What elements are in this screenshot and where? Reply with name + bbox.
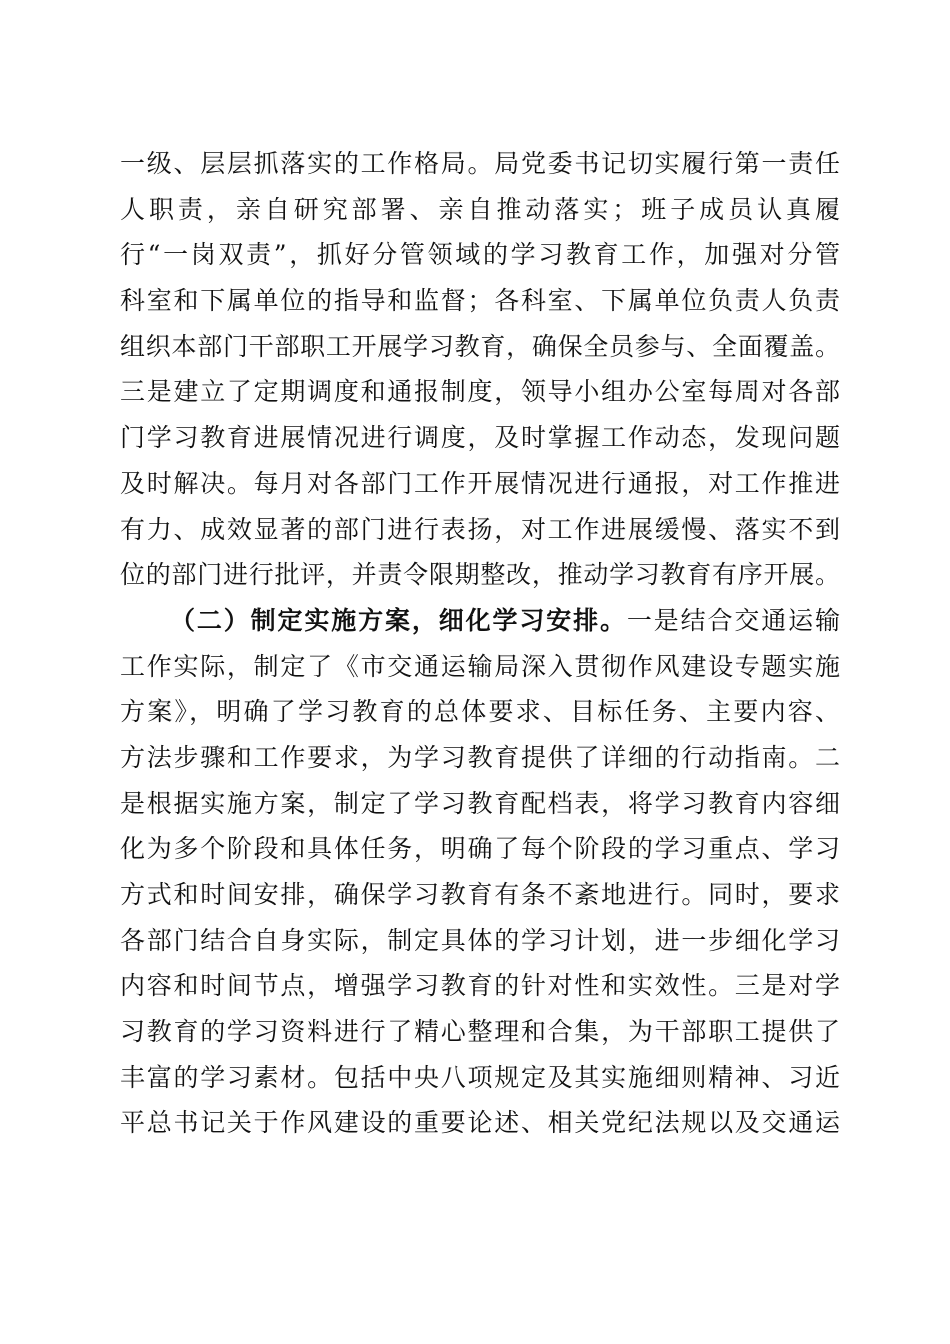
- text-line: 方案》，明确了学习教育的总体要求、目标任务、主要内容、: [120, 697, 840, 727]
- text-line: 科室和下属单位的指导和监督；各科室、下属单位负责人负责: [120, 286, 840, 316]
- text-span: 一是结合交通运输: [626, 605, 840, 635]
- text-line: 各部门结合自身实际，制定具体的学习计划，进一步细化学习: [120, 925, 840, 955]
- text-line: 工作实际，制定了《市交通运输局深入贯彻作风建设专题实施: [120, 651, 840, 681]
- text-line: 内容和时间节点，增强学习教育的针对性和实效性。三是对学: [120, 971, 840, 1001]
- document-body: [120, 141, 840, 1146]
- text-line: 三是建立了定期调度和通报制度，领导小组办公室每周对各部: [120, 377, 840, 407]
- text-line: 位的部门进行批评，并责令限期整改，推动学习教育有序开展。: [120, 560, 840, 590]
- text-line: 是根据实施方案，制定了学习教育配档表，将学习教育内容细: [120, 788, 840, 818]
- text-line: 丰富的学习素材。包括中央八项规定及其实施细则精神、习近: [120, 1062, 840, 1092]
- text-line: 门学习教育进展情况进行调度，及时掌握工作动态，发现问题: [120, 423, 840, 453]
- text-line: 组织本部门干部职工开展学习教育，确保全员参与、全面覆盖。: [120, 331, 840, 361]
- text-line: 有力、成效显著的部门进行表扬，对工作进展缓慢、落实不到: [120, 514, 840, 544]
- text-line: 习教育的学习资料进行了精心整理和合集，为干部职工提供了: [120, 1017, 840, 1047]
- text-line: 方式和时间安排，确保学习教育有条不紊地进行。同时，要求: [120, 880, 840, 909]
- text-line: 方法步骤和工作要求，为学习教育提供了详细的行动指南。二: [120, 742, 840, 772]
- text-line: 一级、层层抓落实的工作格局。局党委书记切实履行第一责任: [120, 149, 840, 178]
- section-heading: （二）制定实施方案，细化学习安排。: [170, 605, 627, 635]
- paragraph-2: [120, 598, 840, 1146]
- text-line: 人职责，亲自研究部署、亲自推动落实；班子成员认真履: [120, 194, 840, 224]
- text-line: 行“一岗双责”，抓好分管领域的学习教育工作，加强对分管: [120, 240, 840, 270]
- text-line: 平总书记关于作风建设的重要论述、相关党纪法规以及交通运: [120, 1108, 840, 1138]
- paragraph-1: [120, 141, 840, 598]
- paragraph-2-first-line: [120, 598, 840, 644]
- text-line: 及时解决。每月对各部门工作开展情况进行通报，对工作推进: [120, 468, 840, 498]
- text-line: 化为多个阶段和具体任务，明确了每个阶段的学习重点、学习: [120, 834, 840, 864]
